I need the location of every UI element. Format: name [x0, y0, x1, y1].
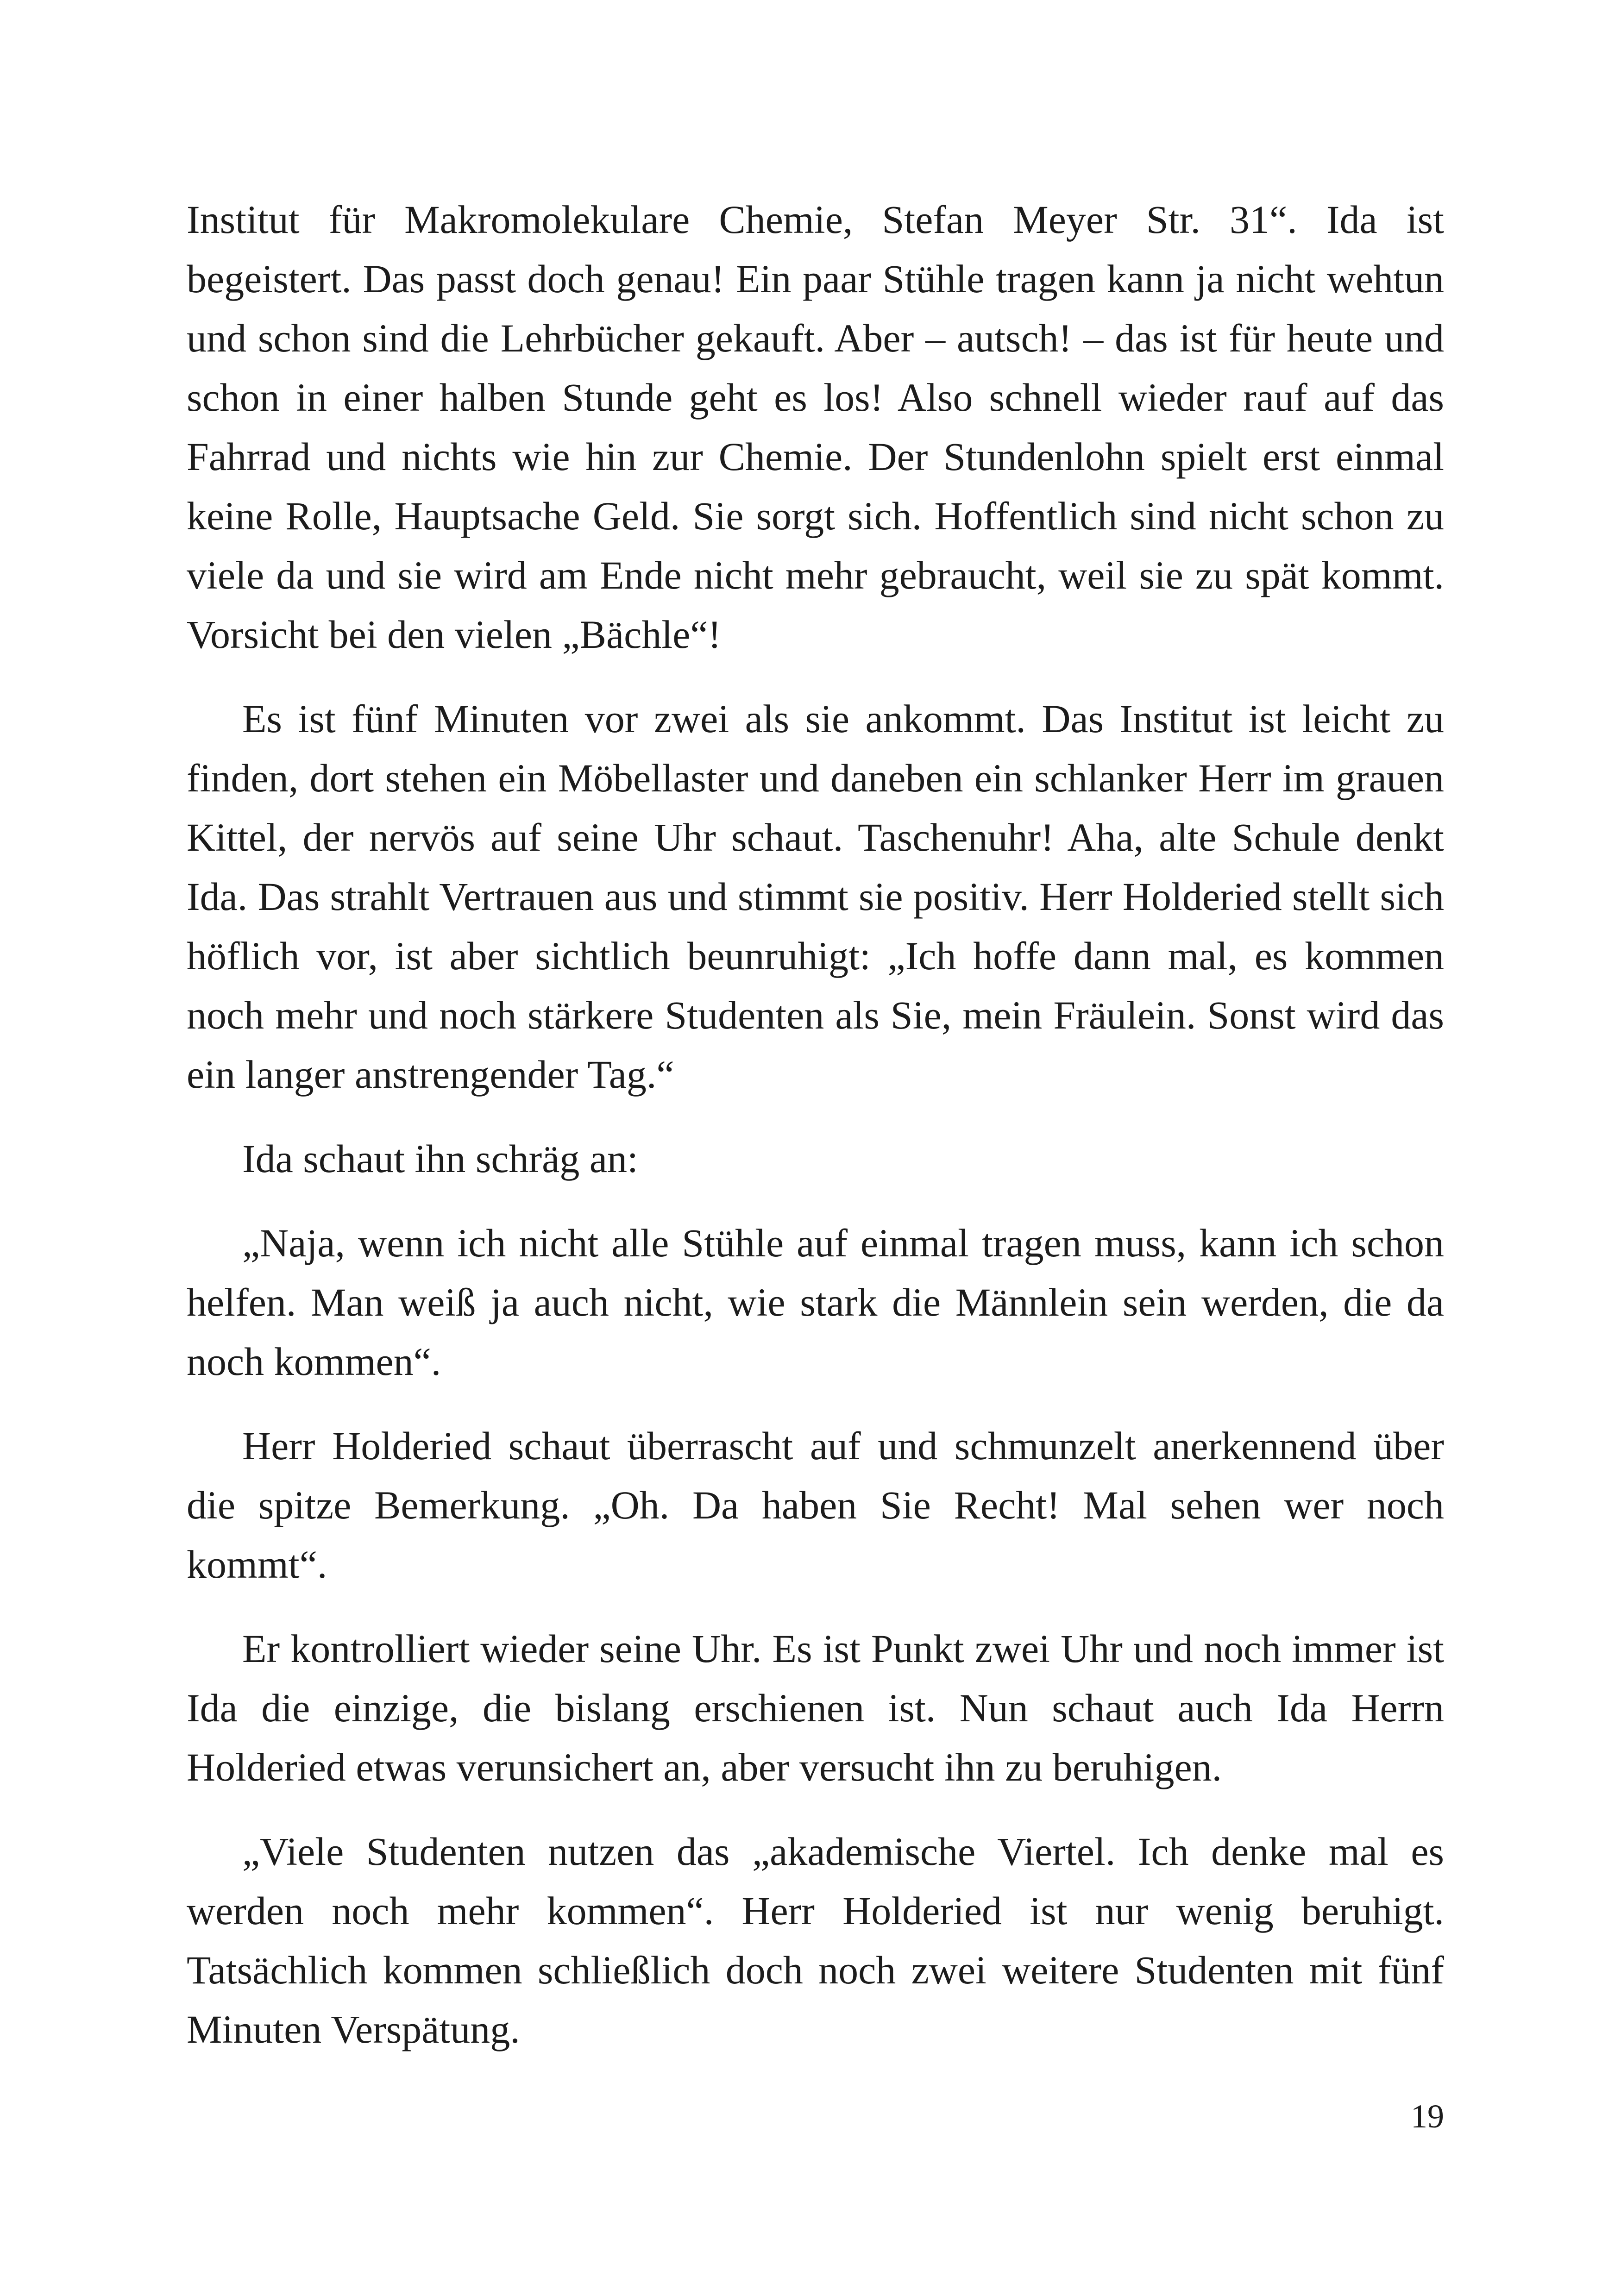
paragraph-3: Ida schaut ihn schräg an:	[242, 1136, 638, 1181]
paragraph-4: „Naja, wenn ich nicht alle Stühle auf einmal tragen muss, kann ich schon helfen. Man weiß ja auch nicht, wie stark die Männlein sein werden, die da noch kommen“.	[187, 1221, 1444, 1384]
page-number: 19	[1411, 2098, 1444, 2135]
paragraph-7: „Viele Studenten nutzen das „akademische Viertel. Ich denke mal es werden noch mehr kommen“. Herr Holderied ist nur wenig beruhigt. Tatsächlich kommen schließlich doch noch zwei weitere Studenten mit fünf Minuten Verspätung.	[187, 1829, 1444, 2051]
body-text	[187, 190, 1444, 2084]
paragraph-6: Er kontrolliert wieder seine Uhr. Es ist Punkt zwei Uhr und noch immer ist Ida die einzige, die bislang erschienen ist. Nun schaut auch Ida Herrn Holderied etwas verunsichert an, aber versucht ihn zu beruhigen.	[187, 1626, 1444, 1789]
paragraph-5: Herr Holderied schaut überrascht auf und schmunzelt anerkennend über die spitze Bemerkung. „Oh. Da haben Sie Recht! Mal sehen wer noch kommt“.	[187, 1424, 1444, 1587]
paragraph-1: Institut für Makromolekulare Chemie, Stefan Meyer Str. 31“. Ida ist begeistert. Das passt doch genau! Ein paar Stühle tragen kann ja nicht wehtun und schon sind die Lehrbücher gekauft. Aber – autsch! – das ist für heute und schon in einer halben Stunde geht es los! Also schnell wieder rauf auf das Fahrrad und nichts wie hin zur Chemie. Der Stundenlohn spielt erst einmal keine Rolle, Hauptsache Geld. Sie sorgt sich. Hoffentlich sind nicht schon zu viele da und sie wird am Ende nicht mehr gebraucht, weil sie zu spät kommt. Vorsicht bei den vielen „Bächle“!	[187, 197, 1444, 657]
paragraph-2: Es ist fünf Minuten vor zwei als sie ankommt. Das Institut ist leicht zu finden, dort stehen ein Möbellaster und daneben ein schlanker Herr im grauen Kittel, der nervös auf seine Uhr schaut. Taschenuhr! Aha, alte Schule denkt Ida. Das strahlt Vertrauen aus und stimmt sie positiv. Herr Holderied stellt sich höflich vor, ist aber sichtlich beunruhigt: „Ich hoffe dann mal, es kommen noch mehr und noch stärkere Studenten als Sie, mein Fräulein. Sonst wird das ein langer anstrengender Tag.“	[187, 696, 1444, 1097]
